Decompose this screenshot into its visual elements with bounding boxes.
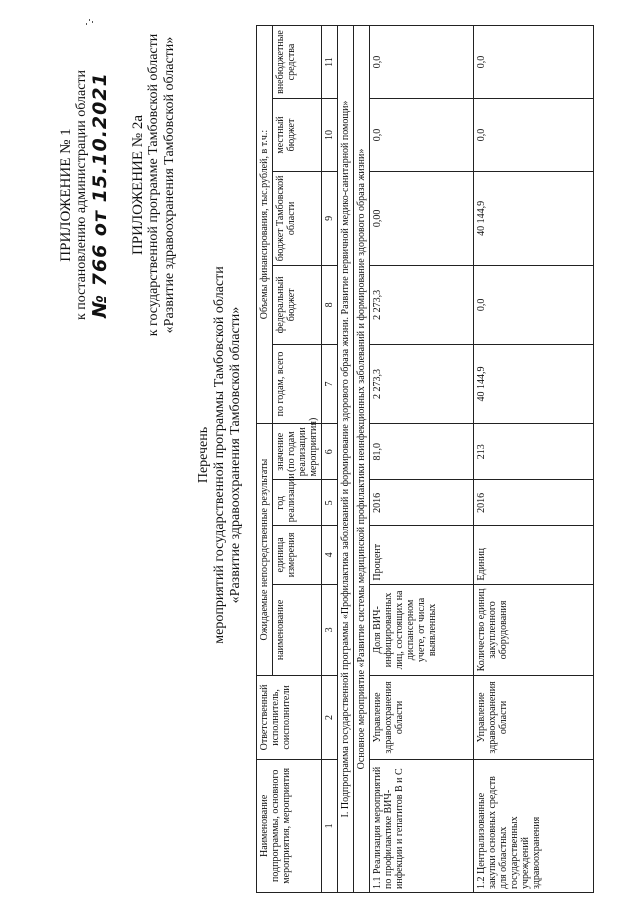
- event-name: 1.2 Централизованные закупки основных средств для областных государственных учреждений здравоохранения: [474, 759, 594, 892]
- header-res-name: наименование: [273, 584, 322, 676]
- event-local: 0,0: [474, 99, 594, 172]
- heading-line1: мероприятий государственной программы Тамбовской области: [212, 266, 227, 644]
- column-number: 5: [322, 480, 338, 526]
- column-number: 10: [322, 99, 338, 172]
- document-heading: [196, 165, 244, 745]
- header-fund-total: по годам, всего: [273, 344, 322, 423]
- header-executor: Ответственный исполнитель, соисполнители: [257, 676, 322, 759]
- event-executor: Управление здравоохранения области: [474, 676, 594, 759]
- event-name: 1.1 Реализация мероприятий по профилактике ВИЧ-инфекции и гепатитов В и С: [370, 759, 474, 892]
- header-fund-regional: бюджет Тамбовской области: [273, 171, 322, 265]
- events-table: [256, 25, 594, 893]
- heading-line2: «Развитие здравоохранения Тамбовской области»: [228, 306, 243, 604]
- heading-title: Перечень: [196, 426, 211, 484]
- event-extra: 0,0: [370, 26, 474, 99]
- header-res-year: год реализации: [273, 480, 322, 526]
- main-event-row: [354, 26, 370, 893]
- event-total: 2 273,3: [370, 344, 474, 423]
- subprogram-row: [338, 26, 354, 893]
- header-funding: Объемы финансирования, тыс.рублей, в т.ч.:: [257, 26, 273, 424]
- main-event-title: Основное мероприятие «Развитие системы медицинской профилактики неинфекционных заболеваний и формирование здорового образа жизни»: [354, 26, 370, 893]
- column-number: 8: [322, 265, 338, 344]
- event-local: 0,0: [370, 99, 474, 172]
- header-fund-extra: внебюджетные средства: [273, 26, 322, 99]
- event-executor: Управление здравоохранения области: [370, 676, 474, 759]
- event-federal: 0,0: [474, 265, 594, 344]
- event-value: 81,0: [370, 424, 474, 480]
- appendix-1-line: к постановлению администрации области: [74, 69, 89, 321]
- table-row: [474, 26, 594, 893]
- event-regional: 40 144,9: [474, 171, 594, 265]
- appendix-2a-title: ПРИЛОЖЕНИЕ № 2а: [130, 114, 146, 256]
- event-indicator: Доля ВИЧ-инфицированных лиц, состоящих на диспансерном учете, от числа выявленных: [370, 584, 474, 676]
- column-number: 4: [322, 526, 338, 584]
- event-total: 40 144,9: [474, 344, 594, 423]
- column-number: 3: [322, 584, 338, 676]
- column-number: 1: [322, 759, 338, 892]
- header-fund-federal: федеральный бюджет: [273, 265, 322, 344]
- column-number-row: [322, 26, 338, 893]
- column-number: 2: [322, 676, 338, 759]
- event-unit: Единиц: [474, 526, 594, 584]
- event-federal: 2 273,3: [370, 265, 474, 344]
- appendix-2a-line2: «Развитие здравоохранения Тамбовской области»: [162, 36, 177, 334]
- scan-specks: [86, 17, 94, 25]
- header-res-value: значение (по годам реализации мероприятия): [273, 424, 322, 480]
- subprogram-title: I. Подпрограмма государственной программы «Профилактика заболеваний и формирование здорового образа жизни. Развитие первичной медико-санитарной помощи»: [338, 26, 354, 893]
- appendix-1-title: ПРИЛОЖЕНИЕ № 1: [58, 128, 74, 262]
- event-indicator: Количество единиц закупленного оборудования: [474, 584, 594, 676]
- event-extra: 0,0: [474, 26, 594, 99]
- event-year: 2016: [370, 480, 474, 526]
- table-row: [370, 26, 474, 893]
- column-number: 9: [322, 171, 338, 265]
- header-fund-local: местный бюджет: [273, 99, 322, 172]
- event-regional: 0,00: [370, 171, 474, 265]
- appendix-1-block: [58, 45, 111, 345]
- column-number: 6: [322, 424, 338, 480]
- event-value: 213: [474, 424, 594, 480]
- header-name: Наименование подпрограммы, основного мероприятия, мероприятия: [257, 759, 322, 892]
- handwritten-number-date: № 766 от 15.10.2021: [89, 72, 111, 318]
- column-number: 11: [322, 26, 338, 99]
- event-year: 2016: [474, 480, 594, 526]
- event-unit: Процент: [370, 526, 474, 584]
- column-number: 7: [322, 344, 338, 423]
- appendix-2a-block: [130, 25, 178, 345]
- header-results: Ожидаемые непосредственные результаты: [257, 424, 273, 676]
- appendix-2a-line1: к государственной программе Тамбовской области: [146, 33, 161, 337]
- header-res-unit: единица измерения: [273, 526, 322, 584]
- header-row-1: [257, 26, 273, 893]
